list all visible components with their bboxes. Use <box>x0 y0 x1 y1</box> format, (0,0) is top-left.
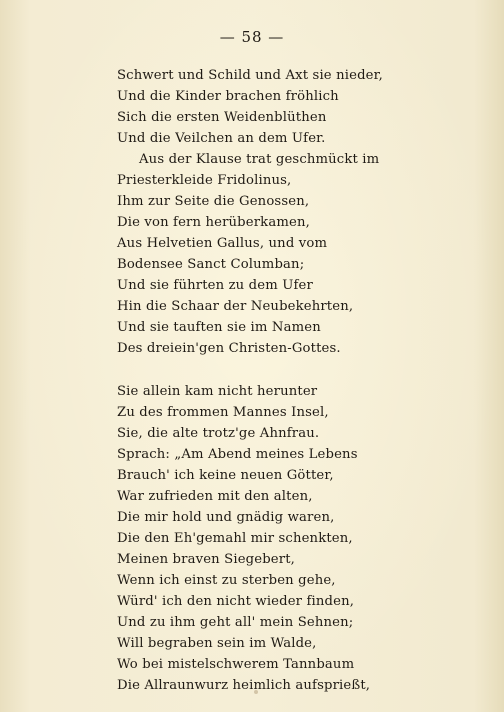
verse-line: Sie allein kam nicht herunter <box>117 384 318 399</box>
paper-spot <box>254 690 258 694</box>
verse-line: Und sie führten zu dem Ufer <box>117 278 313 293</box>
verse-line: Und die Veilchen an dem Ufer. <box>117 131 326 146</box>
verse-line: Die von fern herüberkamen, <box>117 215 310 230</box>
verse-line: Aus der Klause trat geschmückt im <box>139 152 380 167</box>
verse-line: Die Allraunwurz heimlich aufsprießt, <box>117 678 371 693</box>
verse-line: Die mir hold und gnädig waren, <box>117 510 335 525</box>
verse-line: Hin die Schaar der Neubekehrten, <box>117 299 354 314</box>
verse-line: Bodensee Sanct Columban; <box>117 257 305 272</box>
verse-line: Will begraben sein im Walde, <box>117 636 317 651</box>
verse-line: Wenn ich einst zu sterben gehe, <box>117 573 336 588</box>
verse-line: Aus Helvetien Gallus, und vom <box>117 236 328 251</box>
verse-line: Und zu ihm geht all' mein Sehnen; <box>117 615 354 630</box>
verse-line: Sprach: „Am Abend meines Lebens <box>117 447 358 462</box>
verse-line: Die den Eh'gemahl mir schenkten, <box>117 531 353 546</box>
verse-line: Und sie tauften sie im Namen <box>117 320 321 335</box>
verse-line: Sie, die alte trotz'ge Ahnfrau. <box>117 426 320 441</box>
verse-line: Brauch' ich keine neuen Götter, <box>117 468 334 483</box>
verse-line: Meinen braven Siegebert, <box>117 552 295 567</box>
verse-line: Schwert und Schild und Axt sie nieder, <box>117 68 383 83</box>
page-number: — 58 — <box>219 28 285 46</box>
verse-line: War zufrieden mit den alten, <box>117 489 313 504</box>
verse-line: Und die Kinder brachen fröhlich <box>117 89 339 104</box>
verse-line: Zu des frommen Mannes Insel, <box>117 405 329 420</box>
verse-line: Des dreiein'gen Christen-Gottes. <box>117 341 341 356</box>
verse-line: Priesterkleide Fridolinus, <box>117 173 292 188</box>
verse-line: Ihm zur Seite die Genossen, <box>117 194 310 209</box>
verse-line: Sich die ersten Weidenblüthen <box>117 110 327 125</box>
verse-line: Würd' ich den nicht wieder finden, <box>117 594 355 609</box>
verse-line: Wo bei mistelschwerem Tannbaum <box>117 657 355 672</box>
